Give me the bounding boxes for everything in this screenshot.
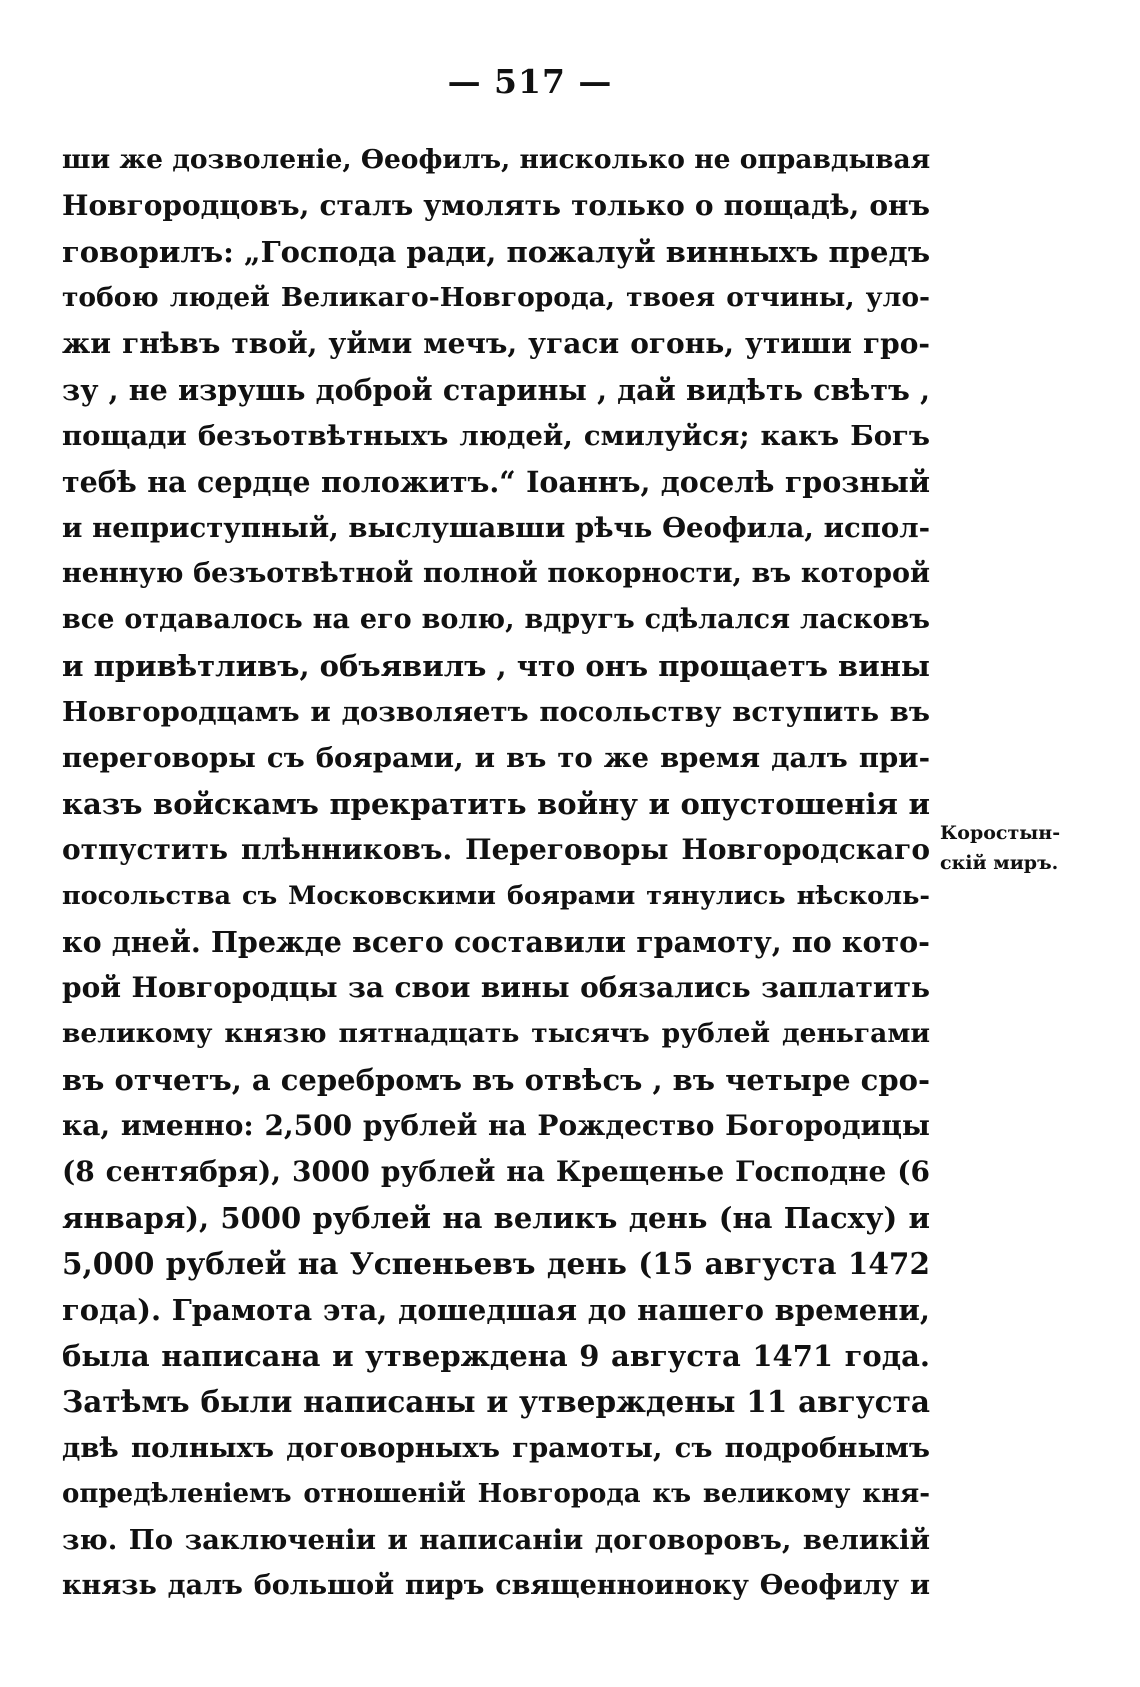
text-line: опредѣленіемъ отношеній Новгорода къ великому кня- (62, 1479, 930, 1509)
text-line: 5,000 рублей на Успеньевъ день (15 августа 1472 (62, 1246, 930, 1281)
text-line: тобою людей Великаго-Новгорода, твоея отчины, уло- (62, 282, 930, 313)
text-line: зу , не изрушь доброй старины , дай видѣть свѣтъ , (62, 373, 930, 407)
text-line: Затѣмъ были написаны и утверждены 11 августа (62, 1384, 930, 1419)
marginal-note-line: скій миръ. (940, 852, 1059, 874)
text-line: жи гнѣвъ твой, уйми мечъ, угаси огонь, утиши гро- (62, 327, 930, 360)
body-text (62, 137, 930, 1609)
text-line: отпустить плѣнниковъ. Переговоры Новгородскаго (62, 833, 930, 866)
text-line: января), 5000 рублей на великъ день (на Пасху) и (62, 1201, 930, 1235)
text-line: ка, именно: 2,500 рублей на Рождество Богородицы (62, 1109, 930, 1142)
text-line: князь далъ большой пиръ священноиноку Ѳеофилу и (62, 1570, 930, 1601)
text-line: пощади безъотвѣтныхъ людей, смилуйся; какъ Богъ (62, 420, 930, 452)
text-line: Новгородцовъ, сталъ умолять только о пощадѣ, онъ (62, 189, 930, 222)
text-line: двѣ полныхъ договорныхъ грамоты, съ подробнымъ (62, 1432, 930, 1464)
text-line: казъ войскамъ прекратить войну и опустошенія и (62, 787, 930, 821)
page-number: — 517 — (447, 62, 613, 101)
marginal-note-line: Коростын- (940, 822, 1061, 844)
text-line: и привѣтливъ, объявилъ , что онъ прощаетъ вины (62, 649, 930, 683)
text-line: великому князю пятнадцать тысячъ рублей деньгами (62, 1018, 930, 1049)
marginal-note (940, 818, 1060, 878)
text-line: въ отчетъ, а серебромъ въ отвѣсъ , въ четыре сро- (62, 1063, 930, 1097)
text-line: зю. По заключеніи и написаніи договоровъ, великій (62, 1524, 930, 1556)
text-line: (8 сентября), 3000 рублей на Крещенье Господне (6 (62, 1155, 930, 1188)
text-line: Новгородцамъ и дозволяетъ посольству вступить въ (62, 696, 930, 728)
text-line: ко дней. Прежде всего составили грамоту, по кото- (62, 925, 930, 959)
text-line: была написана и утверждена 9 августа 1471 года. (62, 1339, 930, 1373)
text-line: года). Грамота эта, дошедшая до нашего времени, (62, 1293, 930, 1327)
text-line: и неприступный, выслушавши рѣчь Ѳеофила, испол- (62, 512, 930, 544)
text-line: посольства съ Московскими боярами тянулись нѣсколь- (62, 881, 930, 911)
text-line: рой Новгородцы за свои вины обязались заплатить (62, 971, 930, 1004)
text-line: ненную безъотвѣтной полной покорности, въ которой (62, 558, 930, 589)
text-line: ши же дозволеніе, Ѳеофилъ, нисколько не оправдывая (62, 144, 931, 175)
text-line: все отдавалось на его волю, вдругъ сдѣлался ласковъ (62, 604, 930, 635)
text-line: тебѣ на сердце положитъ.“ Іоаннъ, доселѣ грозный (62, 465, 930, 499)
text-line: говорилъ: „Господа ради, пожалуй винныхъ предъ (62, 235, 931, 269)
text-line: переговоры съ боярами, и въ то же время далъ при- (62, 742, 930, 774)
